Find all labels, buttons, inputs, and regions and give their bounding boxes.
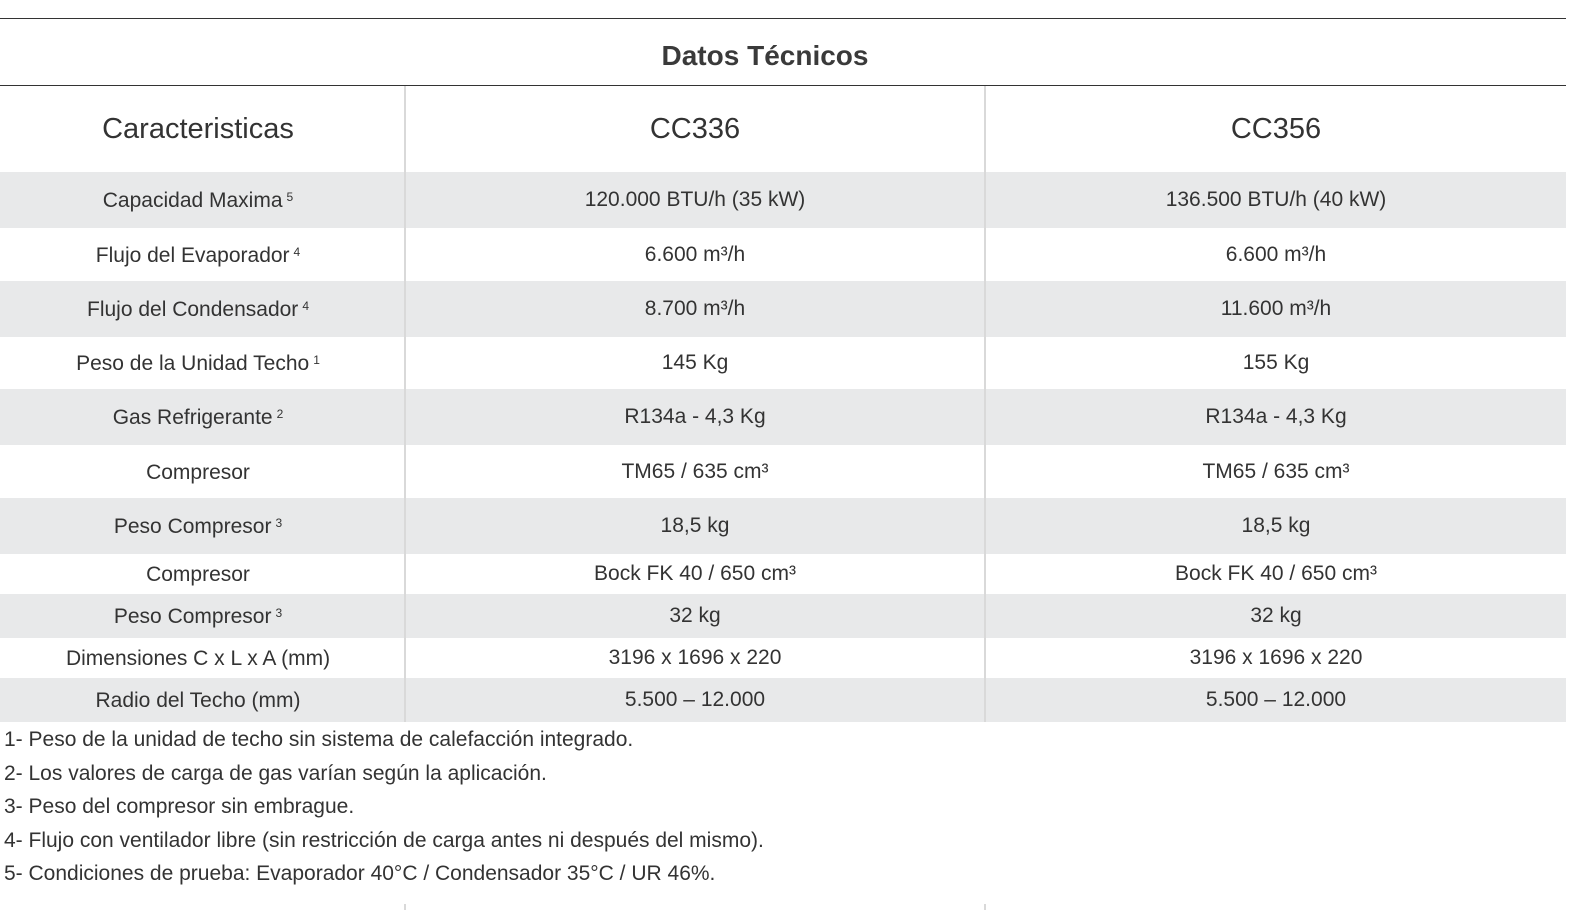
row-label-text: Flujo del Evaporador: [95, 243, 290, 267]
value-cc336: 32 kg: [669, 604, 721, 627]
top-rule: [0, 18, 1566, 19]
row-label-text: Compresor: [146, 563, 250, 586]
row-label-text: Capacidad Maxima: [102, 189, 283, 212]
value-cc356: Bock FK 40 / 650 cm³: [1175, 562, 1377, 585]
row-label: Peso de la Unidad Techo $^1$: [76, 352, 320, 375]
footnote-1: 1- Peso de la unidad de techo sin sistema de calefacción integrado.: [4, 728, 634, 751]
table-row: [0, 281, 1566, 337]
table-row: [0, 389, 1566, 445]
table-row: [0, 228, 1566, 281]
row-label: Peso Compresor $^3$: [113, 605, 283, 628]
value-cc356: TM65 / 635 cm³: [1202, 459, 1350, 483]
table-header: [0, 86, 1566, 172]
value-cc336: TM65 / 635 cm³: [621, 459, 769, 483]
value-cc336: R134a - 4,3 Kg: [624, 405, 766, 428]
footnote-2: 2- Los valores de carga de gas varían según la aplicación.: [4, 761, 547, 785]
row-label-text: Peso Compresor: [113, 515, 272, 538]
row-label: Gas Refrigerante $^2$: [112, 406, 284, 429]
value-cc356: 136.500 BTU/h (40 kW): [1165, 188, 1387, 211]
row-label: Flujo del Evaporador $^4$: [95, 243, 301, 267]
value-cc336: 145 Kg: [661, 351, 729, 374]
value-cc336: 120.000 BTU/h (35 kW): [584, 188, 806, 211]
row-label-text: Radio del Techo (mm): [95, 689, 301, 712]
footnote-4: 4- Flujo con ventilador libre (sin restricción de carga antes ni después del mismo).: [4, 828, 764, 852]
row-label-text: Compresor: [146, 460, 250, 484]
row-label: [0, 445, 396, 498]
header-cc336: CC336: [649, 112, 741, 145]
row-label: Capacidad Maxima $^5$: [102, 189, 294, 212]
header-cc356: CC356: [1230, 112, 1322, 145]
value-cc356: 3196 x 1696 x 220: [1189, 646, 1363, 669]
bottom-tick-2: [984, 904, 986, 910]
table-row: [0, 594, 1566, 638]
table-row: [0, 638, 1566, 678]
table-row: [0, 337, 1566, 389]
row-label: Flujo del Condensador $^4$: [87, 298, 309, 321]
row-label-text: Gas Refrigerante: [112, 406, 273, 429]
value-cc356: R134a - 4,3 Kg: [1205, 405, 1347, 428]
table-row: [0, 498, 1566, 554]
column-divider-1: [404, 86, 406, 722]
value-cc336: 5.500 – 12.000: [624, 688, 766, 711]
column-divider-2: [984, 86, 986, 722]
table-row: [0, 172, 1566, 228]
value-cc356: 11.600 m³/h: [1220, 297, 1332, 320]
table-row: [0, 445, 1566, 498]
page-title: Datos Técnicos: [661, 40, 869, 71]
value-cc356: 5.500 – 12.000: [1205, 688, 1347, 711]
value-cc336: 8.700 m³/h: [644, 297, 746, 320]
value-cc336: 6.600 m³/h: [644, 242, 746, 266]
row-label: [0, 554, 396, 594]
row-label: Peso Compresor $^3$: [113, 515, 283, 538]
footnotes: [4, 723, 764, 891]
value-cc356: 6.600 m³/h: [1225, 242, 1327, 266]
value-cc356: 155 Kg: [1242, 351, 1310, 374]
row-label-text: Peso Compresor: [113, 605, 272, 628]
row-label-text: Flujo del Condensador: [87, 298, 299, 321]
value-cc356: 32 kg: [1250, 604, 1302, 627]
row-label-text: Peso de la Unidad Techo: [76, 352, 310, 375]
header-characteristics: Caracteristicas: [102, 112, 294, 145]
footnote-3: 3- Peso del compresor sin embrague.: [4, 795, 355, 818]
footnote-5: 5- Condiciones de prueba: Evaporador 40°C / Condensador 35°C / UR 46%.: [4, 862, 716, 885]
value-cc356: 18,5 kg: [1241, 514, 1311, 537]
table-row: [0, 554, 1566, 594]
row-label: [0, 638, 396, 678]
table-row: [0, 678, 1566, 722]
row-label: [0, 678, 396, 722]
value-cc336: 18,5 kg: [660, 514, 730, 537]
value-cc336: Bock FK 40 / 650 cm³: [594, 562, 796, 585]
bottom-tick-1: [404, 904, 406, 910]
value-cc336: 3196 x 1696 x 220: [608, 646, 782, 669]
row-label-text: Dimensiones C x L x A (mm): [65, 647, 331, 670]
